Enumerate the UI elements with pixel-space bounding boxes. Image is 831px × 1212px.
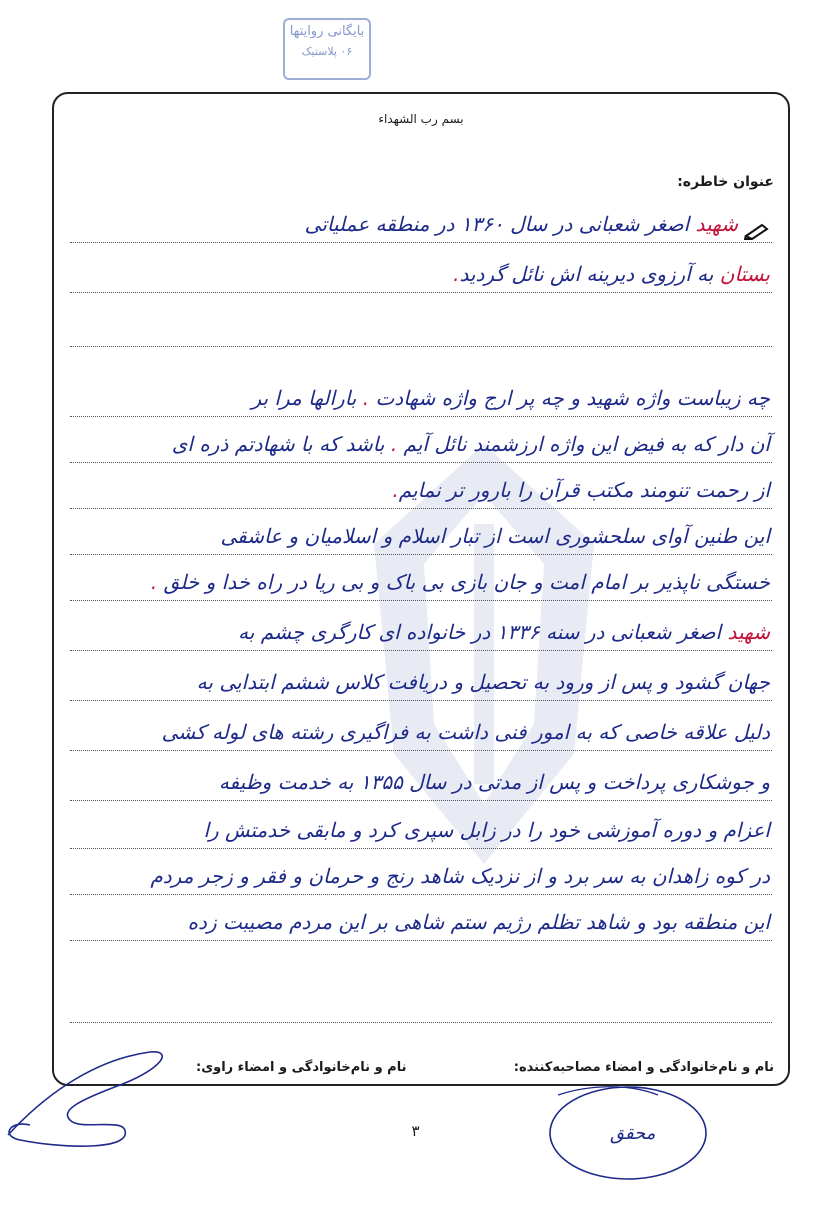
stamp-line-2: ۰۶ پلاستیک	[301, 45, 353, 58]
text-segment: خستگی ناپذیر بر امام امت و جان بازی بی باک و بی ریا در راه خدا و خلق	[163, 570, 770, 594]
text-segment: اصغر شعبانی در سنه ۱۳۳۶ در خانواده ای کارگری چشم به	[238, 620, 728, 644]
handwritten-line	[68, 478, 770, 502]
red-text-segment: .	[150, 570, 164, 594]
ruled-line	[70, 554, 772, 555]
form-page	[52, 92, 790, 1086]
ruled-line	[70, 346, 772, 347]
text-segment: آن دار که به فیض این واژه ارزشمند نائل آیم	[403, 432, 770, 456]
ruled-line	[70, 750, 772, 751]
text-segment: دلیل علاقه خاصی که به امور فنی داشت به فراگیری رشته های لوله کشی	[161, 720, 770, 744]
stamp-line-1: بایگانی روایتها	[289, 24, 365, 39]
handwritten-line	[68, 864, 770, 888]
handwritten-line	[68, 670, 770, 694]
handwritten-line	[68, 212, 738, 236]
handwritten-line	[68, 720, 770, 744]
text-segment: جهان گشود و پس از ورود به تحصیل و دریافت کلاس ششم ابتدایی به	[196, 670, 770, 694]
ruled-line	[70, 508, 772, 509]
text-segment: و جوشکاری پرداخت و پس از مدتی در سال ۱۳۵۵ به خدمت وظیفه	[218, 770, 770, 794]
archive-stamp	[283, 18, 371, 80]
text-segment: این منطقه بود و شاهد تظلم رژیم ستم شاهی بر این مردم مصیبت زده	[187, 910, 770, 934]
text-segment: به آرزوی دیرینه اش نائل گردید	[459, 262, 720, 286]
text-segment: این طنین آوای سلحشوری است از تبار اسلام و اسلامیان و عاشقی	[220, 524, 770, 548]
handwritten-line	[68, 818, 770, 842]
handwritten-line	[68, 432, 770, 456]
ruled-line	[70, 800, 772, 801]
page-number: ۳	[411, 1122, 420, 1140]
handwritten-line	[68, 570, 770, 594]
text-segment: در کوه زاهدان به سر برد و از نزدیک شاهد رنج و حرمان و فقر و زجر مردم	[150, 864, 770, 888]
text-segment: اعزام و دوره آموزشی خود را در زابل سپری کرد و مابقی خدمتش را	[203, 818, 770, 842]
ruled-line	[70, 462, 772, 463]
red-text-segment: .	[392, 478, 399, 502]
memory-title-label: عنوان خاطره:	[677, 174, 774, 190]
interviewer-label: نام و نام‌خانوادگی و امضاء مصاحبه‌کننده:	[513, 1060, 774, 1075]
red-text-segment: شهید	[695, 212, 738, 236]
ruled-line	[70, 700, 772, 701]
signature-text: محقق	[610, 1123, 656, 1144]
handwritten-line	[68, 770, 770, 794]
text-segment: اصغر شعبانی در سال ۱۳۶۰ در منطقه عملیاتی	[304, 212, 696, 236]
red-text-segment: بستان	[719, 262, 770, 286]
handwritten-line	[68, 524, 770, 548]
red-text-segment: .	[384, 432, 404, 456]
handwritten-line	[68, 262, 770, 286]
handwritten-line	[68, 386, 770, 410]
ruled-line	[70, 940, 772, 941]
red-text-segment: .	[453, 262, 460, 286]
handwritten-line	[68, 620, 770, 644]
text-segment: بارالها مرا بر	[251, 386, 357, 410]
red-text-segment: شهید	[727, 620, 770, 644]
ruled-line	[70, 600, 772, 601]
narrator-label: نام و نام‌خانوادگی و امضاء راوی:	[196, 1060, 407, 1075]
ruled-line	[70, 1022, 772, 1023]
handwritten-line	[68, 910, 770, 934]
ruled-line	[70, 242, 772, 243]
ruled-line	[70, 848, 772, 849]
ruled-line	[70, 894, 772, 895]
text-segment: چه زیباست واژه شهید و چه پر ارج واژه شهادت	[375, 386, 770, 410]
ruled-line	[70, 292, 772, 293]
red-text-segment: .	[356, 386, 376, 410]
text-segment: از رحمت تنومند مکتب قرآن را بارور تر نمایم	[398, 478, 770, 502]
page-header: بسم رب الشهداء	[378, 112, 464, 126]
ruled-line	[70, 416, 772, 417]
ruled-line	[70, 650, 772, 651]
pen-icon	[744, 222, 770, 240]
text-segment: باشد که با شهادتم ذره ای	[171, 432, 385, 456]
